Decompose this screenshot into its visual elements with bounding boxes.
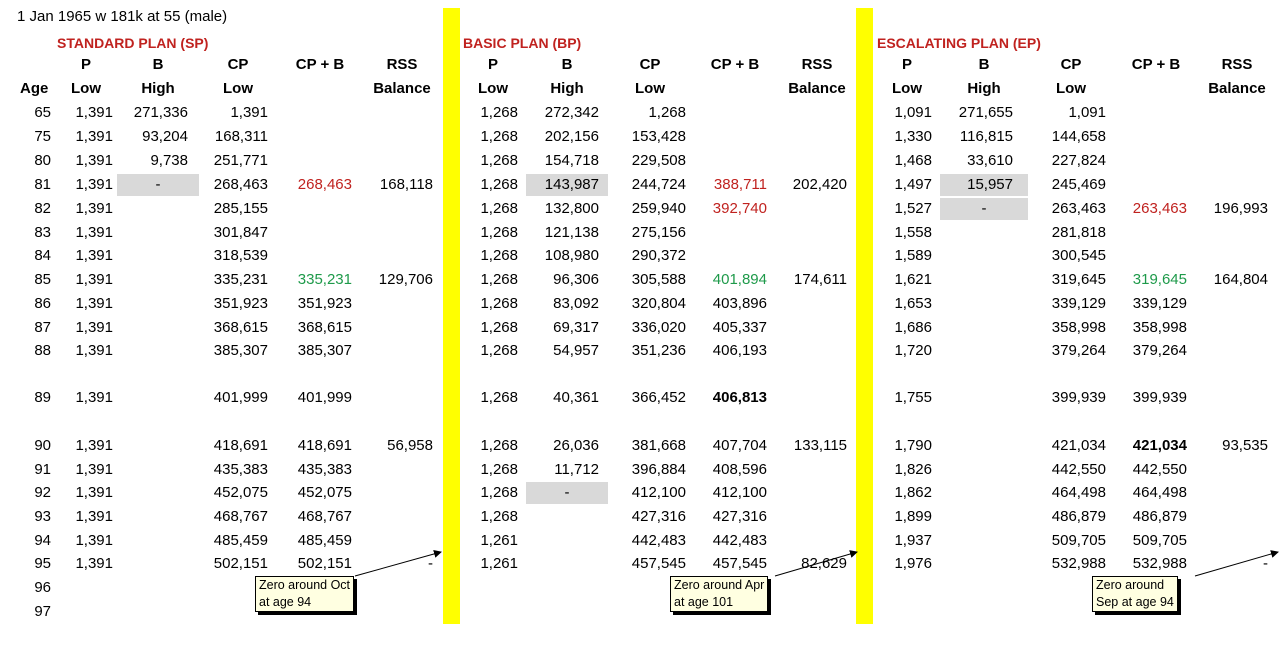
table-cell: 40,361 (553, 389, 599, 406)
table-cell: 1,497 (894, 176, 932, 193)
table-cell: 1,391 (75, 271, 113, 288)
table-cell: 144,658 (1051, 128, 1106, 145)
table-cell: 427,316 (712, 508, 767, 525)
table-cell: 442,483 (631, 532, 686, 549)
column-header: CP + B (295, 56, 345, 73)
table-cell: 83,092 (553, 295, 599, 312)
table-cell: 1,330 (894, 128, 932, 145)
table-cell: 408,596 (712, 461, 767, 478)
table-cell: 1,391 (75, 152, 113, 169)
table-cell: 452,075 (297, 484, 352, 501)
table-cell: 305,588 (631, 271, 686, 288)
table-cell: 351,923 (213, 295, 268, 312)
table-cell: 435,383 (213, 461, 268, 478)
table-cell: 1,268 (480, 342, 518, 359)
table-cell: 301,847 (213, 224, 268, 241)
column-header: CP + B (1131, 56, 1181, 73)
column-header: CP (639, 56, 661, 73)
table-cell: 196,993 (1213, 200, 1268, 217)
column-header: RSS (801, 56, 833, 73)
age-cell: 65 (34, 104, 51, 121)
age-cell: 89 (34, 389, 51, 406)
column-header: Low (71, 80, 101, 97)
table-cell: 418,691 (297, 437, 352, 454)
table-cell: 56,958 (387, 437, 433, 454)
table-cell: 69,317 (553, 319, 599, 336)
age-cell: 83 (34, 224, 51, 241)
column-header: CP + B (710, 56, 760, 73)
table-cell: 263,463 (1132, 200, 1187, 217)
age-cell: 94 (34, 532, 51, 549)
table-cell: 1,391 (75, 389, 113, 406)
table-cell: 275,156 (631, 224, 686, 241)
column-header: Balance (373, 80, 431, 97)
table-cell: 319,645 (1051, 271, 1106, 288)
table-cell: 154,718 (544, 152, 599, 169)
age-cell: 91 (34, 461, 51, 478)
table-cell: 379,264 (1051, 342, 1106, 359)
note-arrow-bp (775, 552, 857, 576)
table-cell: 93,204 (142, 128, 188, 145)
table-cell: 396,884 (631, 461, 686, 478)
table-cell: 96,306 (553, 271, 599, 288)
table-cell: 1,268 (480, 319, 518, 336)
table-cell: 1,391 (230, 104, 268, 121)
table-cell: 319,645 (1132, 271, 1187, 288)
plan-title: STANDARD PLAN (SP) (57, 35, 209, 51)
table-cell: 259,940 (631, 200, 686, 217)
table-cell: 1,558 (894, 224, 932, 241)
table-cell: 1,391 (75, 532, 113, 549)
table-cell: 1,686 (894, 319, 932, 336)
table-cell: 1,268 (480, 484, 518, 501)
table-cell: 1,937 (894, 532, 932, 549)
table-cell: 1,391 (75, 176, 113, 193)
table-cell: 485,459 (297, 532, 352, 549)
column-header: B (561, 56, 573, 73)
age-cell: 88 (34, 342, 51, 359)
table-cell: 368,615 (213, 319, 268, 336)
table-cell: 1,720 (894, 342, 932, 359)
note-line: Sep at age 94 (1096, 595, 1174, 609)
column-header: B (978, 56, 990, 73)
table-cell: 1,268 (480, 389, 518, 406)
table-cell: 457,545 (631, 555, 686, 572)
table-cell: 1,268 (480, 152, 518, 169)
table-cell: 1,391 (75, 342, 113, 359)
table-cell: 532,988 (1051, 555, 1106, 572)
table-cell: 168,311 (214, 128, 268, 145)
table-cell: 368,615 (297, 319, 352, 336)
table-cell: 108,980 (544, 247, 599, 264)
table-cell: 509,705 (1132, 532, 1187, 549)
table-cell: 129,706 (378, 271, 433, 288)
column-header: High (967, 80, 1001, 97)
table-cell: 392,740 (712, 200, 767, 217)
table-cell: 435,383 (297, 461, 352, 478)
table-cell: 401,999 (297, 389, 352, 406)
table-cell: 15,957 (967, 176, 1013, 193)
note-line: Zero around (1096, 578, 1165, 592)
plan-title: ESCALATING PLAN (EP) (877, 35, 1041, 51)
table-cell: 407,704 (712, 437, 767, 454)
table-cell: 339,129 (1132, 295, 1187, 312)
column-header: P (80, 56, 91, 73)
table-cell: 1,391 (75, 104, 113, 121)
table-cell: 1,621 (894, 271, 932, 288)
table-cell: - (981, 200, 987, 217)
table-cell: 442,550 (1132, 461, 1187, 478)
table-cell: 385,307 (297, 342, 352, 359)
table-cell: 268,463 (213, 176, 268, 193)
age-cell: 92 (34, 484, 51, 501)
table-cell: 318,539 (213, 247, 268, 264)
table-cell: 457,545 (712, 555, 767, 572)
column-header: CP (1060, 56, 1082, 73)
table-cell: 1,091 (1068, 104, 1106, 121)
table-cell: 335,231 (213, 271, 268, 288)
note-line: Zero around Oct (259, 578, 351, 592)
table-cell: 1,391 (75, 461, 113, 478)
table-cell: 1,790 (894, 437, 932, 454)
column-header: Low (478, 80, 508, 97)
table-cell: 1,268 (480, 461, 518, 478)
table-cell: 388,711 (713, 176, 767, 193)
age-cell: 85 (34, 271, 51, 288)
table-cell: 1,653 (894, 295, 932, 312)
table-cell: 1,268 (480, 104, 518, 121)
table-cell: 1,391 (75, 437, 113, 454)
table-cell: 1,261 (480, 532, 518, 549)
table-cell: 54,957 (553, 342, 599, 359)
column-header: CP (227, 56, 249, 73)
table-cell: 532,988 (1132, 555, 1187, 572)
note-line: at age 94 (259, 595, 312, 609)
table-cell: 421,034 (1051, 437, 1106, 454)
table-cell: 244,724 (631, 176, 686, 193)
table-cell: 452,075 (213, 484, 268, 501)
table-cell: 227,824 (1051, 152, 1106, 169)
table-cell: 272,342 (544, 104, 599, 121)
table-cell: 1,268 (480, 247, 518, 264)
table-cell: 358,998 (1051, 319, 1106, 336)
table-cell: 401,999 (213, 389, 268, 406)
age-cell: 87 (34, 319, 51, 336)
table-cell: 202,156 (544, 128, 599, 145)
table-cell: 9,738 (150, 152, 188, 169)
table-cell: 1,268 (480, 128, 518, 145)
table-cell: 268,463 (297, 176, 352, 193)
table-cell: 1,976 (894, 555, 932, 572)
table-cell: - (1263, 555, 1268, 572)
age-cell: 93 (34, 508, 51, 525)
table-cell: 509,705 (1051, 532, 1106, 549)
table-cell: 385,307 (213, 342, 268, 359)
column-header: Balance (1208, 80, 1266, 97)
table-cell: 271,655 (958, 104, 1013, 121)
table-cell: 366,452 (631, 389, 686, 406)
table-cell: 401,894 (712, 271, 767, 288)
age-cell: 82 (34, 200, 51, 217)
table-cell: 1,589 (894, 247, 932, 264)
table-cell: 1,268 (480, 271, 518, 288)
table-cell: 335,231 (297, 271, 352, 288)
table-cell: 399,939 (1132, 389, 1187, 406)
table-cell: 82,629 (801, 555, 847, 572)
table-cell: 406,193 (712, 342, 767, 359)
table-cell: 168,118 (379, 176, 433, 193)
table-cell: 153,428 (631, 128, 686, 145)
table-cell: 164,804 (1213, 271, 1268, 288)
table-cell: 336,020 (631, 319, 686, 336)
table-cell: 1,391 (75, 555, 113, 572)
table-cell: 486,879 (1051, 508, 1106, 525)
table-cell: 11,712 (554, 461, 599, 478)
table-cell: 1,268 (480, 176, 518, 193)
table-cell: 405,337 (712, 319, 767, 336)
table-cell: 320,804 (631, 295, 686, 312)
note-arrow-sp (355, 552, 441, 576)
table-cell: 300,545 (1051, 247, 1106, 264)
table-cell: 351,236 (631, 342, 686, 359)
table-cell: 263,463 (1051, 200, 1106, 217)
age-cell: 90 (34, 437, 51, 454)
table-cell: 121,138 (544, 224, 599, 241)
column-header: High (141, 80, 175, 97)
table-cell: 1,268 (480, 437, 518, 454)
table-cell: 93,535 (1222, 437, 1268, 454)
table-cell: 1,268 (480, 224, 518, 241)
column-header: High (550, 80, 584, 97)
table-cell: - (155, 176, 161, 193)
table-cell: 486,879 (1132, 508, 1187, 525)
table-cell: 1,899 (894, 508, 932, 525)
age-cell: 80 (34, 152, 51, 169)
table-cell: 421,034 (1132, 437, 1187, 454)
table-cell: 1,268 (480, 295, 518, 312)
table-cell: 406,813 (712, 389, 767, 406)
age-header: Age (20, 80, 49, 97)
table-cell: 285,155 (213, 200, 268, 217)
table-cell: 1,862 (894, 484, 932, 501)
table-cell: 1,268 (480, 200, 518, 217)
table-cell: 427,316 (631, 508, 686, 525)
table-cell: 251,771 (213, 152, 268, 169)
table-cell: 174,611 (793, 271, 847, 288)
table-cell: 442,550 (1051, 461, 1106, 478)
table-cell: 1,826 (894, 461, 932, 478)
table-cell: 33,610 (967, 152, 1013, 169)
table-cell: 143,987 (544, 176, 599, 193)
table-cell: 412,100 (712, 484, 767, 501)
column-header: RSS (386, 56, 418, 73)
table-cell: 399,939 (1051, 389, 1106, 406)
age-cell: 84 (34, 247, 51, 264)
age-cell: 81 (34, 176, 51, 193)
table-cell: 1,091 (894, 104, 932, 121)
table-cell: 418,691 (213, 437, 268, 454)
plan-title: BASIC PLAN (BP) (463, 35, 582, 51)
table-cell: - (428, 555, 433, 572)
table-cell: 1,391 (75, 200, 113, 217)
table-cell: 464,498 (1132, 484, 1187, 501)
column-header: Low (223, 80, 253, 97)
column-header: P (901, 56, 912, 73)
note-arrow-ep (1195, 552, 1278, 576)
age-cell: 86 (34, 295, 51, 312)
note-line: Zero around Apr (674, 578, 765, 592)
table-cell: 26,036 (553, 437, 599, 454)
table-cell: 442,483 (712, 532, 767, 549)
table-cell: 379,264 (1132, 342, 1187, 359)
table-cell: 1,391 (75, 295, 113, 312)
table-cell: 381,668 (631, 437, 686, 454)
table-cell: 245,469 (1051, 176, 1106, 193)
table-cell: 403,896 (712, 295, 767, 312)
table-cell: 412,100 (631, 484, 686, 501)
column-header: Low (635, 80, 665, 97)
table-cell: 1,755 (894, 389, 932, 406)
table-cell: 1,391 (75, 319, 113, 336)
table-cell: 116,815 (959, 128, 1013, 145)
table-cell: 464,498 (1051, 484, 1106, 501)
age-cell: 96 (34, 579, 51, 596)
table-cell: 1,391 (75, 508, 113, 525)
table-cell: 502,151 (213, 555, 268, 572)
table-cell: 468,767 (213, 508, 268, 525)
age-cell: 95 (34, 555, 51, 572)
table-cell: 485,459 (213, 532, 268, 549)
sheet-title: 1 Jan 1965 w 181k at 55 (male) (17, 8, 228, 25)
table-cell: 1,268 (480, 508, 518, 525)
column-header: P (487, 56, 498, 73)
table-cell: 1,391 (75, 224, 113, 241)
table-cell: 1,391 (75, 484, 113, 501)
table-cell: 1,391 (75, 247, 113, 264)
column-header: Low (1056, 80, 1086, 97)
column-header: RSS (1221, 56, 1253, 73)
table-cell: 229,508 (631, 152, 686, 169)
column-header: B (152, 56, 164, 73)
table-cell: 1,261 (480, 555, 518, 572)
table-cell: 339,129 (1051, 295, 1106, 312)
table-cell: 358,998 (1132, 319, 1187, 336)
note-line: at age 101 (674, 595, 734, 609)
column-header: Low (892, 80, 922, 97)
table-cell: 502,151 (297, 555, 352, 572)
table-cell: 1,391 (75, 128, 113, 145)
table-cell: 1,268 (648, 104, 686, 121)
table-cell: 290,372 (631, 247, 686, 264)
table-cell: - (564, 484, 570, 501)
column-header: Balance (788, 80, 846, 97)
table-cell: 468,767 (297, 508, 352, 525)
table-cell: 1,527 (894, 200, 932, 217)
table-cell: 202,420 (792, 176, 847, 193)
table-cell: 1,468 (894, 152, 932, 169)
table-cell: 281,818 (1051, 224, 1106, 241)
age-cell: 75 (34, 128, 51, 145)
table-cell: 351,923 (297, 295, 352, 312)
table-cell: 133,115 (793, 437, 847, 454)
table-cell: 132,800 (544, 200, 599, 217)
table-cell: 271,336 (133, 104, 188, 121)
age-cell: 97 (34, 603, 51, 620)
